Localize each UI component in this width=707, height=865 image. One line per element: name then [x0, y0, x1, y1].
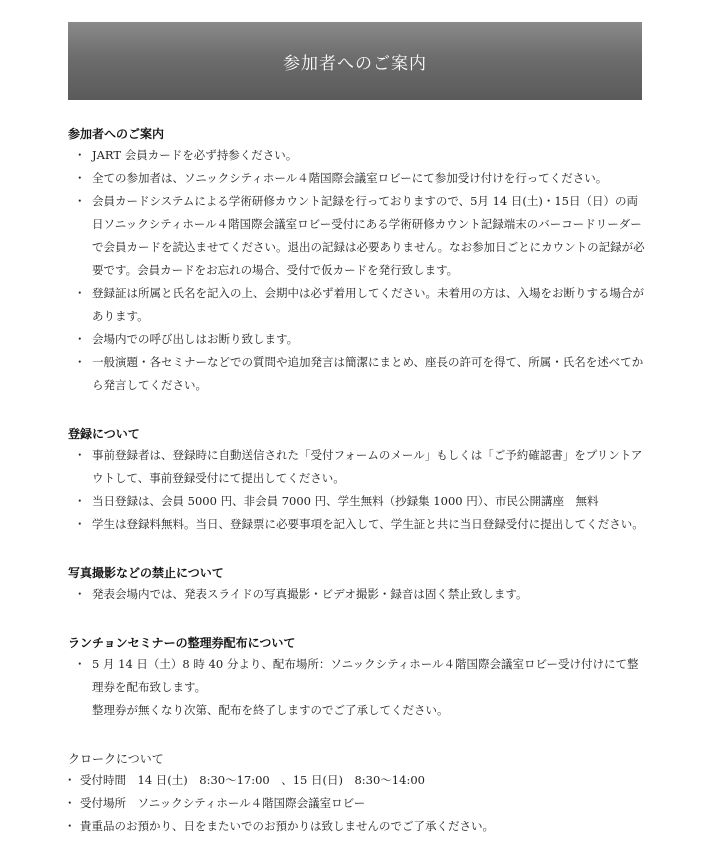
list-item: ・ 登録証は所属と氏名を記入の上、会期中は必ず着用してください。未着用の方は、入場をお断りする場合があります。 — [68, 282, 648, 328]
list-item: ・ 受付時間 14 日(土) 8:30〜17:00 、15 日(日) 8:30〜14:00 — [68, 769, 648, 792]
list-item: ・ 会場内での呼び出しはお断り致します。 — [68, 328, 648, 351]
item-list — [68, 144, 648, 397]
list-item-note: 整理券が無くなり次第、配布を終了しますのでご了承してください。 — [92, 703, 449, 717]
list-item: ・ 受付場所 ソニックシティホール４階国際会議室ロビー — [68, 792, 648, 815]
item-list — [68, 583, 648, 606]
list-item: ・ 貴重品のお預かり、日をまたいでのお預かりは致しませんのでご了承ください。 — [68, 815, 648, 838]
section-cloakroom — [68, 749, 648, 838]
section-title: クロークについて — [68, 752, 164, 766]
list-item: ・ 一般演題・各セミナーなどでの質問や追加発言は簡潔にまとめ、座長の許可を得て、所属・氏名を述べてから発言してください。 — [68, 351, 648, 397]
list-item: ・ 会員カードシステムによる学術研修カウント記録を行っておりますので、5月 14 日(土)・15日（日）の両日ソニックシティホール４階国際会議室ロビー受付にある学術研修カウント記録端末のバーコードリーダーで会員カードを読込ませてください。退出の記録は必要ありません。なお参加日ごとにカウントの記録が必要です。会員カードをお忘れの場合、受付で仮カードを発行致します。 — [68, 190, 648, 282]
item-list — [68, 653, 648, 722]
banner-title: 参加者へのご案内 — [283, 53, 427, 74]
section-participant-guide — [68, 124, 648, 397]
section-title: 写真撮影などの禁止について — [68, 566, 224, 580]
section-title: ランチョンセミナーの整理券配布について — [68, 636, 296, 650]
section-registration — [68, 424, 648, 536]
section-photo-prohibition — [68, 563, 648, 606]
list-item: ・ 全ての参加者は、ソニックシティホール４階国際会議室ロビーにて参加受け付けを行ってください。 — [68, 167, 648, 190]
list-item: ・ 事前登録者は、登録時に自動送信された「受付フォームのメール」もしくは「ご予約確認書」をプリントアウトして、事前登録受付にて提出してください。 — [68, 444, 648, 490]
section-title: 参加者へのご案内 — [68, 127, 165, 141]
section-title: 登録について — [68, 427, 140, 441]
list-item: ・ JART 会員カードを必ず持参ください。 — [68, 144, 648, 167]
page-banner — [68, 22, 642, 100]
list-item: ・ 学生は登録料無料。当日、登録票に必要事項を記入して、学生証と共に当日登録受付に提出してください。 — [68, 513, 648, 536]
list-item-text: 5 月 14 日（土）8 時 40 分より、配布場所：ソニックシティホール４階国際会議室ロビー受け付けにて整理券を配布致します。 — [92, 657, 639, 694]
item-list — [68, 444, 648, 536]
section-luncheon-ticket — [68, 633, 648, 722]
list-item — [68, 653, 648, 722]
list-item: ・ 発表会場内では、発表スライドの写真撮影・ビデオ撮影・録音は固く禁止致します。 — [68, 583, 648, 606]
item-list — [68, 769, 648, 838]
document-body — [68, 124, 648, 865]
list-item: ・ 当日登録は、会員 5000 円、非会員 7000 円、学生無料（抄録集 1000 円）、市民公開講座 無料 — [68, 490, 648, 513]
